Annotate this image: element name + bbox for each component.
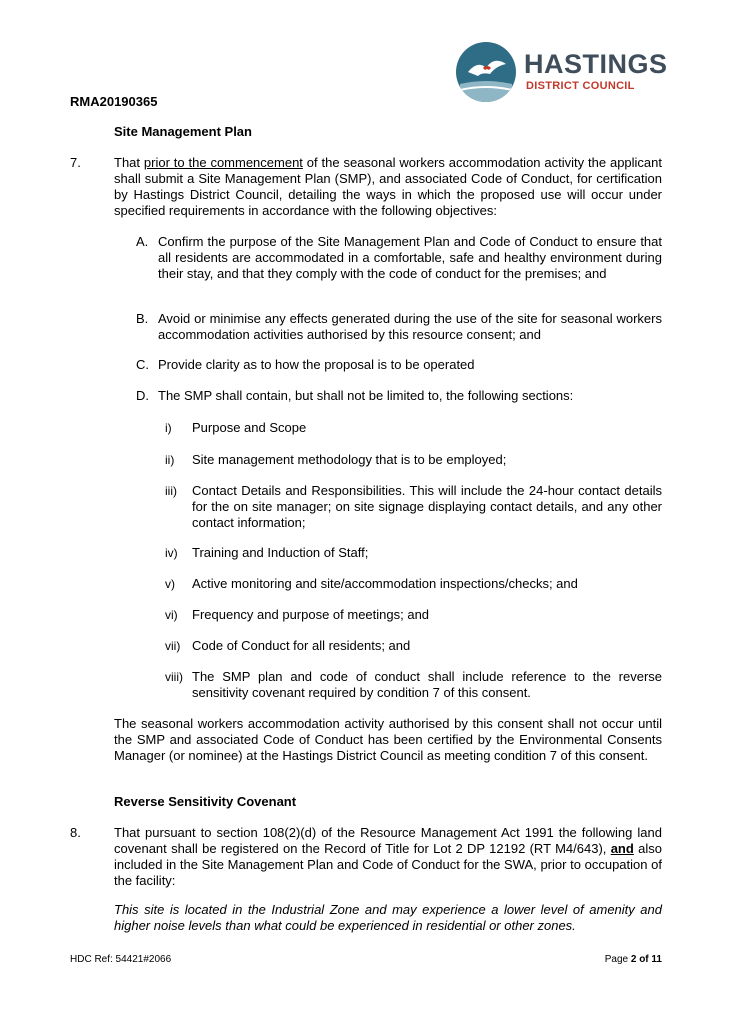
- emphasis-and: and: [610, 841, 634, 856]
- condition-number: 8.: [70, 825, 81, 840]
- condition-8-text: That pursuant to section 108(2)(d) of the Resource Management Act 1991 the following land covenant shall be registered on the Record of Title for Lot 2 DP 12192 (RT M4/643), and also included in the Site Management Plan and Code of Conduct for the SWA, prior to occupation of the facility:: [114, 825, 662, 888]
- covenant-text: This site is located in the Industrial Zone and may experience a lower level of amenity and higher noise levels than what could be experienced in residential or other zones.: [114, 902, 662, 933]
- list-item: Confirm the purpose of the Site Management Plan and Code of Conduct to ensure that all residents are accommodated in a comfortable, safe and healthy environment during their stay, and that they comply with the code of conduct for the premises; and: [158, 234, 662, 281]
- subitem-numeral: iv): [165, 546, 178, 560]
- reference-number: RMA20190365: [70, 94, 158, 109]
- item-letter: D.: [136, 388, 149, 403]
- condition-7-intro: That prior to the commencement of the seasonal workers accommodation activity the applicant shall submit a Site Management Plan (SMP), and associated Code of Conduct, for certification by Hastings District Council, detailing the ways in which the proposed use will occur under specified requirements in accordance with the following objectives:: [114, 155, 662, 218]
- council-logo: [456, 42, 676, 104]
- section-heading-site-management: Site Management Plan: [114, 124, 252, 139]
- subitem-numeral: vi): [165, 608, 178, 622]
- list-item: The SMP shall contain, but shall not be limited to, the following sections:: [158, 388, 574, 403]
- subitem: Contact Details and Responsibilities. This will include the 24-hour contact details for the on site manager; on site signage displaying contact details, and any other contact information;: [192, 483, 662, 530]
- page-number: Page 2 of 11: [604, 954, 662, 965]
- list-item: Avoid or minimise any effects generated during the use of the site for seasonal workers accommodation activities authorised by this resource consent; and: [158, 311, 662, 342]
- subitem: Active monitoring and site/accommodation inspections/checks; and: [192, 576, 578, 591]
- list-item: Provide clarity as to how the proposal is to be operated: [158, 357, 475, 372]
- subitem: Purpose and Scope: [192, 420, 307, 435]
- footer-reference: HDC Ref: 54421#2066: [70, 954, 172, 965]
- subitem-numeral: iii): [165, 484, 177, 498]
- subitem-numeral: ii): [165, 453, 175, 467]
- subitem: The SMP plan and code of conduct shall include reference to the reverse sensitivity covenant required by condition 7 of this consent.: [192, 669, 662, 700]
- subitem-numeral: viii): [165, 670, 183, 684]
- condition-7-closing: The seasonal workers accommodation activity authorised by this consent shall not occur until the SMP and associated Code of Conduct has been certified by the Environmental Consents Manager (or nominee) at the Hastings District Council as meeting condition 7 of this consent.: [114, 716, 662, 763]
- logo-subtitle: DISTRICT COUNCIL: [526, 80, 635, 92]
- subitem: Site management methodology that is to be employed;: [192, 452, 507, 467]
- bird-emblem-icon: [456, 42, 516, 102]
- subitem: Frequency and purpose of meetings; and: [192, 607, 430, 622]
- subitem: Code of Conduct for all residents; and: [192, 638, 411, 653]
- subitem: Training and Induction of Staff;: [192, 545, 369, 560]
- underlined-phrase: prior to the commencement: [143, 155, 303, 170]
- subitem-numeral: vii): [165, 639, 181, 653]
- section-heading-reverse-sensitivity: Reverse Sensitivity Covenant: [114, 794, 297, 809]
- logo-name: HASTINGS: [524, 49, 668, 79]
- subitem-numeral: i): [165, 421, 172, 435]
- item-letter: A.: [136, 234, 149, 249]
- item-letter: B.: [136, 311, 149, 326]
- condition-number: 7.: [70, 155, 81, 170]
- subitem-numeral: v): [165, 577, 175, 591]
- item-letter: C.: [136, 357, 149, 372]
